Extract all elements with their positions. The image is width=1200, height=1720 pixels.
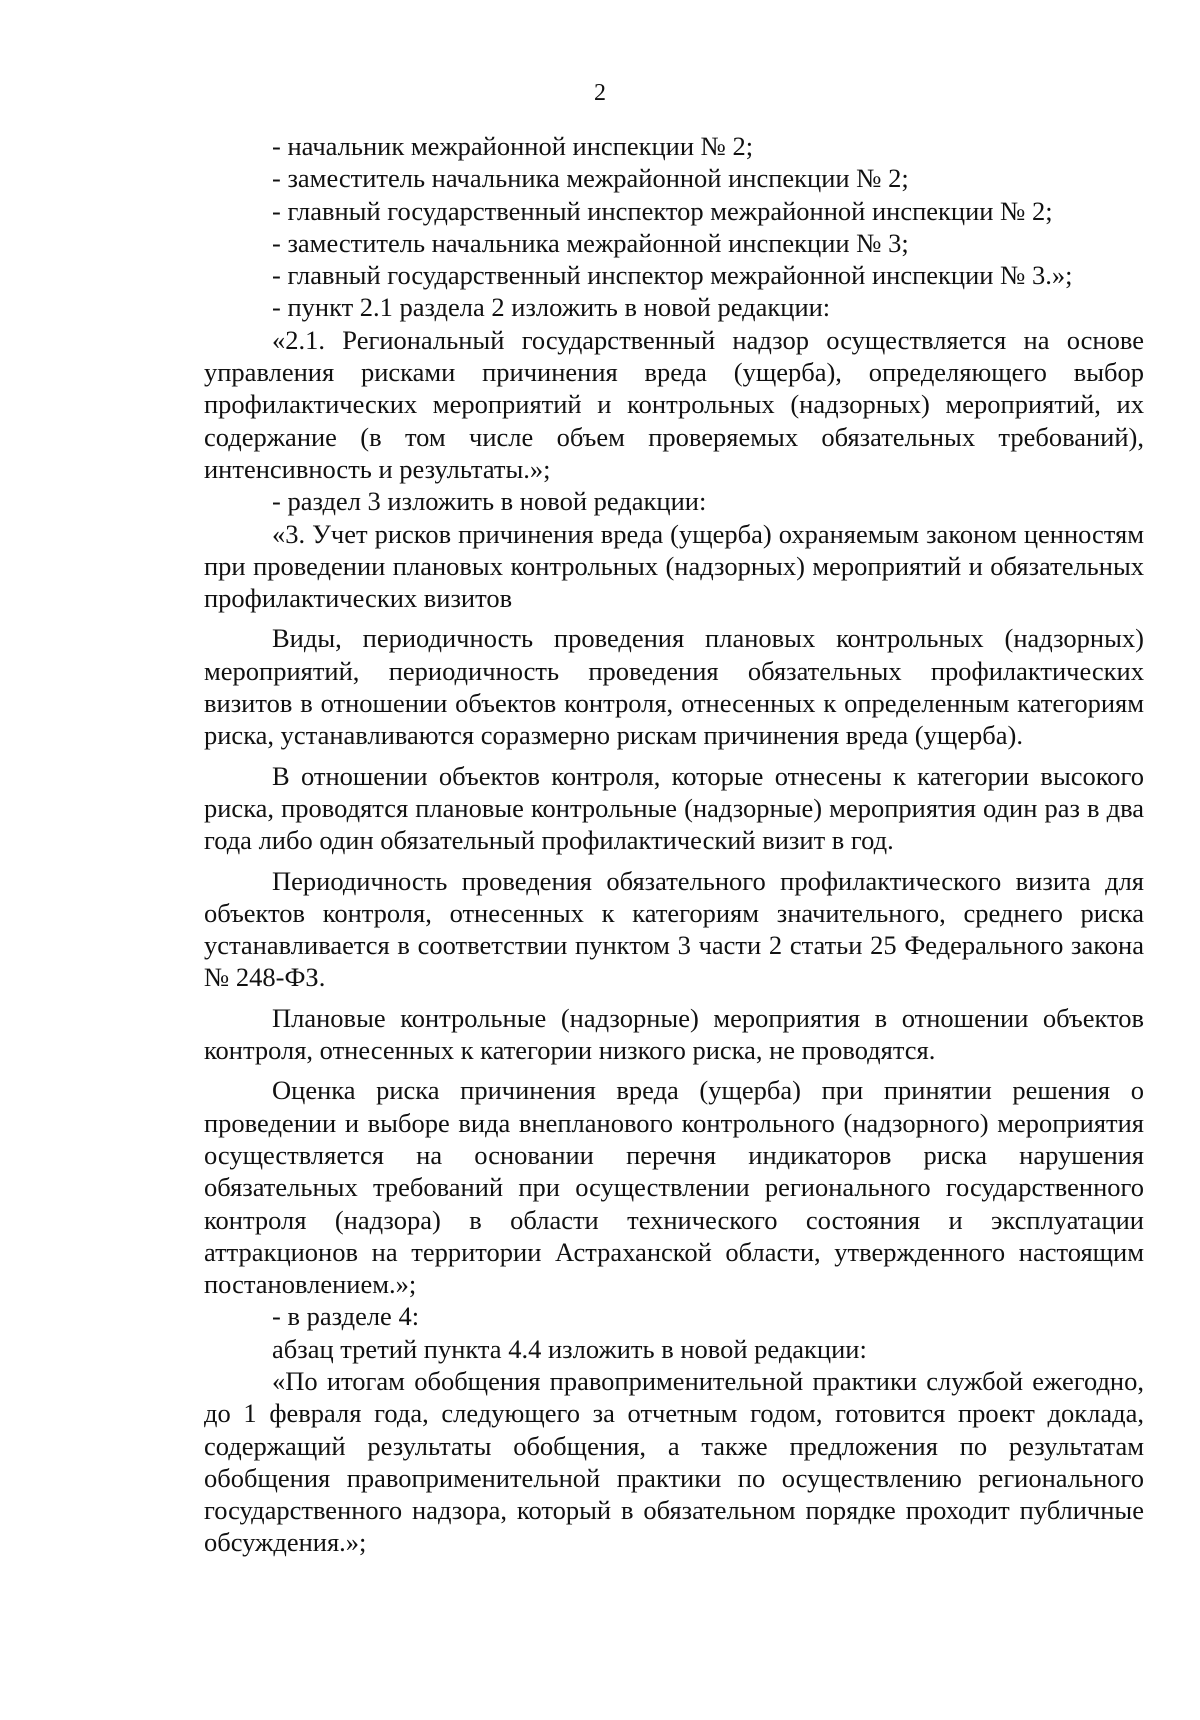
paragraph: В отношении объектов контроля, которые отнесены к категории высокого риска, проводятся плановые контрольные (надзорные) мероприятия один раз в два года либо один обязательный профилактический визит в год. [204, 760, 1144, 856]
paragraph: Виды, периодичность проведения плановых контрольных (надзорных) мероприятий, периодичность проведения обязательных профилактических визитов в отношении объектов контроля, отнесенных к определенным категориям риска, устанавливаются соразмерно рискам причинения вреда (ущерба). [204, 623, 1144, 751]
paragraph: - раздел 3 изложить в новой редакции: [272, 486, 707, 517]
page-number: 2 [594, 80, 606, 106]
paragraph: Плановые контрольные (надзорные) мероприятия в отношении объектов контроля, отнесенных к категории низкого риска, не проводятся. [204, 1002, 1144, 1066]
paragraph: - пункт 2.1 раздела 2 изложить в новой редакции: [272, 292, 831, 323]
list-item: - начальник межрайонной инспекции № 2; [272, 131, 754, 161]
paragraph: - в разделе 4: [272, 1301, 420, 1332]
document-body [204, 130, 1144, 1559]
paragraph: «По итогам обобщения правоприменительной практики службой ежегодно, до 1 февраля года, следующего за отчетным годом, готовится проект доклада, содержащий результаты обобщения, а также предложения по результатам обобщения правоприменительной практики по осуществлению регионального государственного надзора, который в обязательном порядке проходит публичные обсуждения.»; [204, 1365, 1144, 1558]
paragraph: Оценка риска причинения вреда (ущерба) при принятии решения о проведении и выборе вида внепланового контрольного (надзорного) мероприятия осуществляется на основании перечня индикаторов риска нарушения обязательных требований при осуществлении регионального государственного контроля (надзора) в области технического состояния и эксплуатации аттракционов на территории Астраханской области, утвержденного настоящим постановлением.»; [204, 1075, 1144, 1300]
paragraph: Периодичность проведения обязательного профилактического визита для объектов контроля, отнесенных к категориям значительного, среднего риска устанавливается в соответствии пунктом 3 части 2 статьи 25 Федерального закона № 248-ФЗ. [204, 865, 1144, 993]
section-heading: «3. Учет рисков причинения вреда (ущерба) охраняемым законом ценностям при проведении плановых контрольных (надзорных) мероприятий и обязательных профилактических визитов [204, 518, 1144, 614]
list-item: - заместитель начальника межрайонной инспекции № 2; [272, 163, 909, 194]
paragraph: «2.1. Региональный государственный надзор осуществляется на основе управления рисками причинения вреда (ущерба), определяющего выбор профилактических мероприятий и контрольных (надзорных) мероприятий, их содержание (в том числе объем проверяемых обязательных требований), интенсивность и результаты.»; [204, 324, 1144, 484]
list-item: - главный государственный инспектор межрайонной инспекции № 2; [272, 195, 1053, 226]
list-item: - главный государственный инспектор межрайонной инспекции № 3.»; [272, 260, 1073, 291]
list-item: - заместитель начальника межрайонной инспекции № 3; [272, 227, 909, 258]
paragraph: абзац третий пункта 4.4 изложить в новой редакции: [272, 1333, 867, 1364]
